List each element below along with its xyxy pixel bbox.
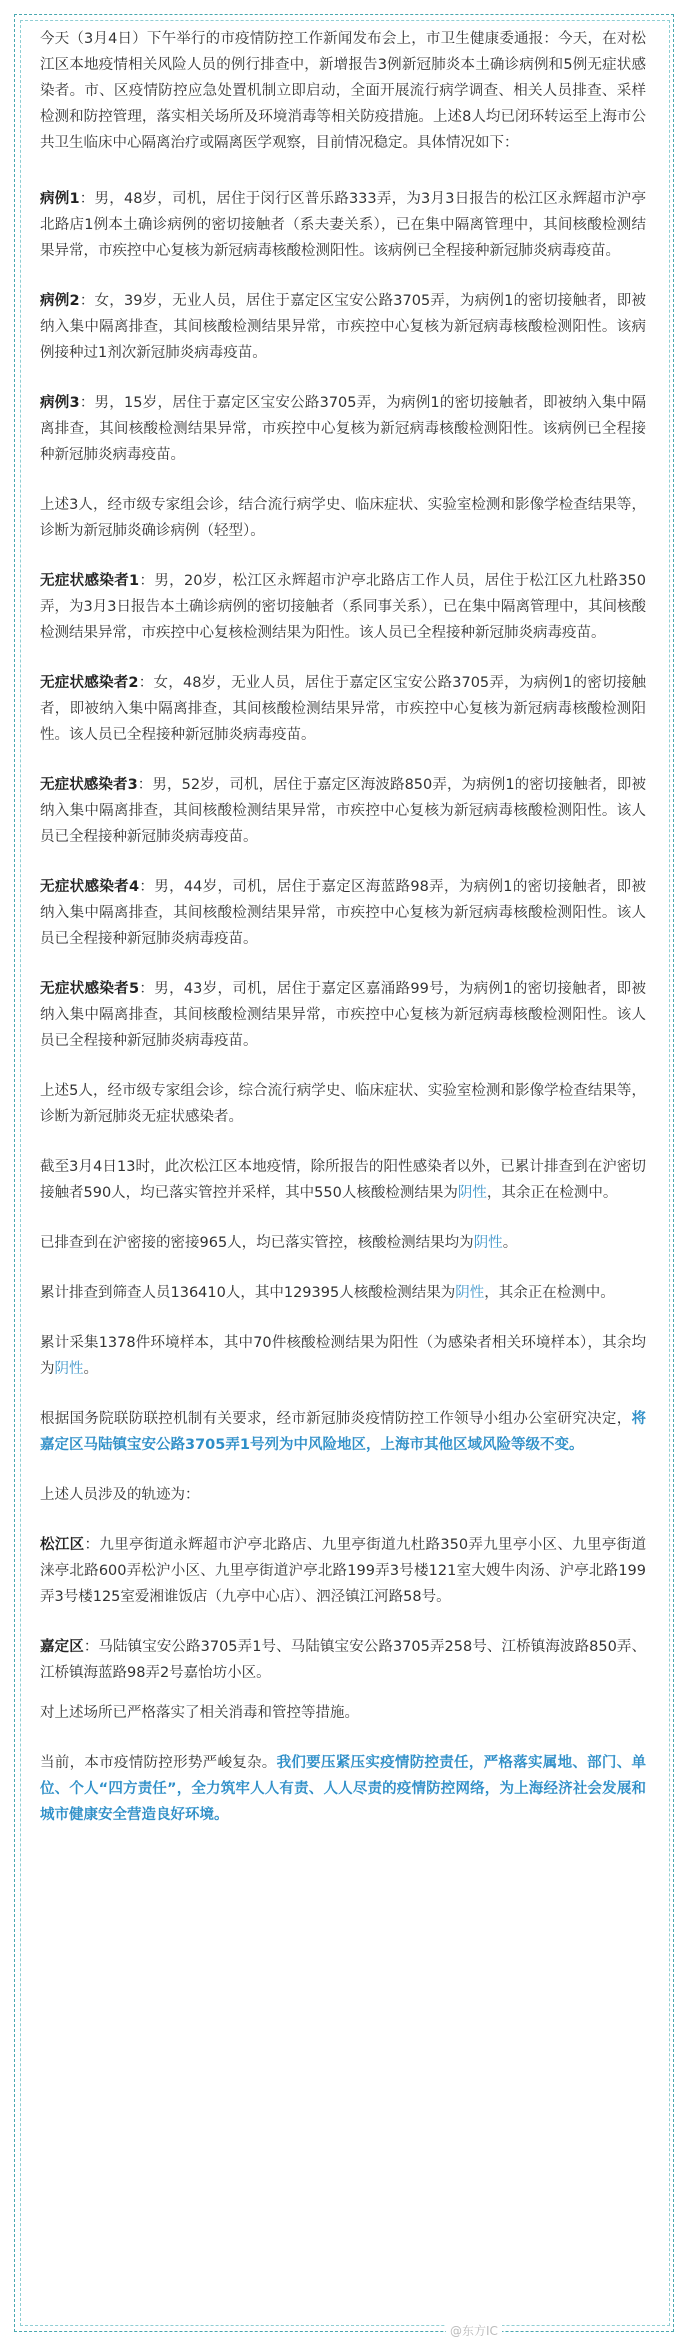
disinfect-paragraph: 对上述场所已严格落实了相关消毒和管控等措施。 — [40, 1705, 359, 1721]
cases-summary: 上述3人，经市级专家组会诊，结合流行病学史、临床症状、实验室检测和影像学检查结果等，诊断为新冠肺炎确诊病例（轻型）。 — [40, 497, 646, 539]
asymptomatic-paragraph — [40, 670, 646, 748]
asymptomatic-text: ：男，44岁，司机，居住于嘉定区海蓝路98弄，为病例1的密切接触者，即被纳入集中隔离排查，其间核酸检测结果异常，市疾控中心复核为新冠病毒核酸检测阳性。该人员已全程接种新冠肺炎病毒疫苗。 — [40, 879, 647, 947]
asymptomatic-label: 无症状感染者2 — [40, 675, 139, 691]
case-text: ：女，39岁，无业人员，居住于嘉定区宝安公路3705弄，为病例1的密切接触者，即被纳入集中隔离排查，其间核酸检测结果异常，市疾控中心复核为新冠病毒核酸检测阳性。该病例接种过1剂次新冠肺炎病毒疫苗。 — [40, 293, 647, 361]
track-paragraph — [40, 1634, 646, 1686]
negative-result: 阴性 — [455, 1285, 485, 1301]
asymptomatic-label: 无症状感染者1 — [40, 573, 140, 589]
track-text: ：马陆镇宝安公路3705弄1号、马陆镇宝安公路3705弄258号、江桥镇海波路850弄、江桥镇海蓝路98弄2号嘉怡坊小区。 — [40, 1639, 646, 1681]
negative-result: 阴性 — [457, 1185, 487, 1201]
case-label: 病例1 — [40, 191, 80, 207]
stat-text: 累计采集1378件环境样本，其中70件核酸检测结果为阳性（为感染者相关环境样本），其余均为 — [40, 1335, 646, 1377]
asymptomatic-summary: 上述5人，经市级专家组会诊，综合流行病学史、临床症状、实验室检测和影像学检查结果等，诊断为新冠肺炎无症状感染者。 — [40, 1083, 646, 1125]
track-text: ：九里亭街道永辉超市沪亭北路店、九里亭街道九杜路350弄九里亭小区、九里亭街道涞亭北路600弄松沪小区、九里亭街道沪亭北路199弄3号楼121室大嫂牛肉汤、沪亭北路199弄3号楼125室爱湘谁饭店（九亭中心店）、泗泾镇江河路58号。 — [40, 1537, 646, 1605]
stat-text: 累计排查到筛查人员136410人，其中129395人核酸检测结果为 — [40, 1285, 456, 1301]
asymptomatic-text: ：女，48岁，无业人员，居住于嘉定区宝安公路3705弄，为病例1的密切接触者，即被纳入集中隔离排查，其间核酸检测结果异常，市疾控中心复核为新冠病毒核酸检测阳性。该人员已全程接种新冠肺炎病毒疫苗。 — [40, 675, 646, 743]
asymptomatic-label: 无症状感染者4 — [40, 879, 140, 895]
case-label: 病例3 — [40, 395, 80, 411]
risk-area-paragraph — [40, 1406, 646, 1458]
asymptomatic-paragraph — [40, 772, 646, 850]
risk-text: 根据国务院联防联控机制有关要求，经市新冠肺炎疫情防控工作领导小组办公室研究决定， — [40, 1411, 632, 1427]
stat-text: ，其余正在检测中。 — [486, 1185, 618, 1201]
asymptomatic-paragraph — [40, 874, 646, 952]
negative-result: 阴性 — [473, 1235, 503, 1251]
stat-text: 。 — [83, 1361, 98, 1377]
environment-stat — [40, 1330, 646, 1382]
stat-text: 已排查到在沪密接的密接965人，均已落实管控，核酸检测结果均为 — [40, 1235, 474, 1251]
stat-text: ，其余正在检测中。 — [484, 1285, 615, 1301]
asymptomatic-text: ：男，52岁，司机，居住于嘉定区海波路850弄，为病例1的密切接触者，即被纳入集中隔离排查，其间核酸检测结果异常，市疾控中心复核为新冠病毒核酸检测阳性。该人员已全程接种新冠肺炎病毒疫苗。 — [40, 777, 646, 845]
asymptomatic-paragraph — [40, 568, 646, 646]
district-label: 松江区 — [40, 1537, 85, 1553]
case-paragraph — [40, 186, 646, 264]
asymptomatic-text: ：男，43岁，司机，居住于嘉定区嘉涌路99号，为病例1的密切接触者，即被纳入集中隔离排查，其间核酸检测结果异常，市疾控中心复核为新冠病毒核酸检测阳性。该人员已全程接种新冠肺炎病毒疫苗。 — [40, 981, 647, 1049]
closing-paragraph — [40, 1750, 646, 1828]
stat-text: 。 — [502, 1235, 518, 1251]
asymptomatic-paragraph — [40, 976, 646, 1054]
case-text: ：男，15岁，居住于嘉定区宝安公路3705弄，为病例1的密切接触者，即被纳入集中隔离排查，其间核酸检测结果异常，市疾控中心复核为新冠病毒核酸检测阳性。该病例已全程接种新冠肺炎病毒疫苗。 — [40, 395, 647, 463]
case-label: 病例2 — [40, 293, 80, 309]
article-body — [40, 26, 646, 1852]
asymptomatic-label: 无症状感染者5 — [40, 981, 140, 997]
stat-text: 截至3月4日13时，此次松江区本地疫情，除所报告的阳性感染者以外，已累计排查到在沪密切接触者590人，均已落实管控并采样，其中550人核酸检测结果为 — [40, 1159, 646, 1201]
case-paragraph — [40, 288, 646, 366]
asymptomatic-text: ：男，20岁，松江区永辉超市沪亭北路店工作人员，居住于松江区九杜路350弄，为3月3日报告本土确诊病例的密切接触者（系同事关系），已在集中隔离管理中，其间核酸检测结果异常，市疾控中心复核检测结果为阳性。该人员已全程接种新冠肺炎病毒疫苗。 — [40, 573, 647, 641]
contacts-stat — [40, 1154, 646, 1206]
tracks-intro: 上述人员涉及的轨迹为： — [40, 1487, 200, 1503]
screening-stat — [40, 1280, 646, 1306]
closing-highlight: 我们要压紧压实疫情防控责任，严格落实属地、部门、单位、个人“四方责任”，全力筑牢人人有责、人人尽责的疫情防控网络，为上海经济社会发展和城市健康安全营造良好环境。 — [40, 1755, 647, 1823]
track-paragraph — [40, 1532, 646, 1610]
secondary-contacts-stat — [40, 1230, 646, 1256]
negative-result: 阴性 — [54, 1361, 84, 1377]
risk-highlight: 将嘉定区马陆镇宝安公路3705弄1号列为中风险地区，上海市其他区域风险等级不变。 — [40, 1411, 646, 1453]
watermark: @东方IC — [446, 2318, 502, 2344]
case-paragraph — [40, 390, 646, 468]
closing-text: 当前，本市疫情防控形势严峻复杂。 — [40, 1755, 277, 1771]
intro-paragraph: 今天（3月4日）下午举行的市疫情防控工作新闻发布会上，市卫生健康委通报：今天，在对松江区本地疫情相关风险人员的例行排查中，新增报告3例新冠肺炎本土确诊病例和5例无症状感染者。市、区疫情防控应急处置机制立即启动，全面开展流行病学调查、相关人员排查、采样检测和防控管理，落实相关场所及环境消毒等相关防疫措施。上述8人均已闭环转运至上海市公共卫生临床中心隔离治疗或隔离医学观察，目前情况稳定。具体情况如下： — [40, 31, 646, 151]
case-text: ：男，48岁，司机，居住于闵行区普乐路333弄，为3月3日报告的松江区永辉超市沪亭北路店1例本土确诊病例的密切接触者（系夫妻关系），已在集中隔离管理中，其间核酸检测结果异常，市疾控中心复核为新冠病毒核酸检测阳性。该病例已全程接种新冠肺炎病毒疫苗。 — [40, 191, 646, 259]
asymptomatic-label: 无症状感染者3 — [40, 777, 138, 793]
district-label: 嘉定区 — [40, 1639, 84, 1655]
